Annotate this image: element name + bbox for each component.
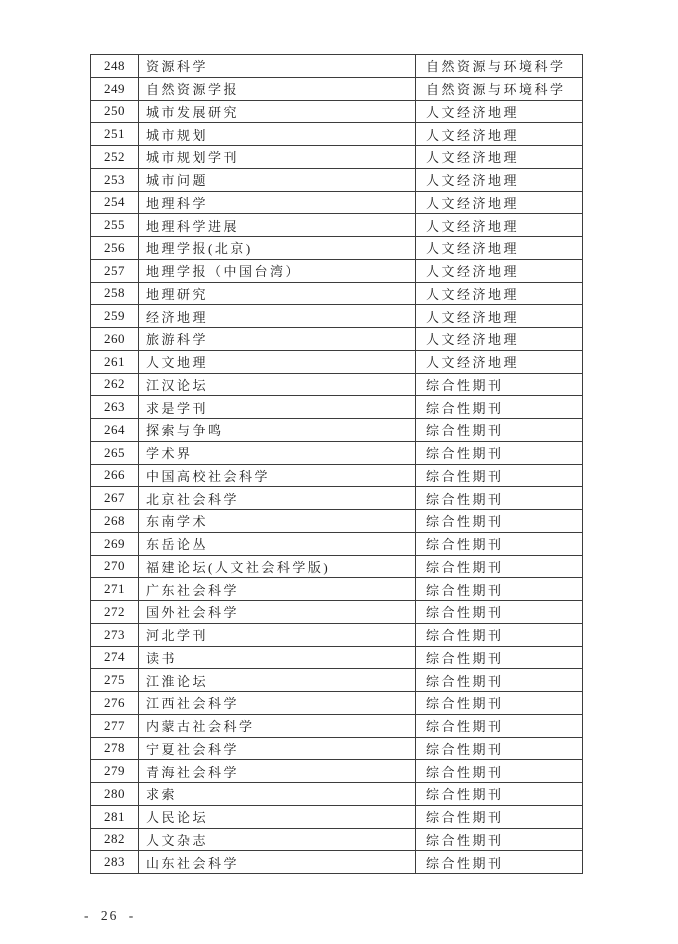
- table-row: [91, 760, 583, 783]
- row-number-cell: 253: [91, 168, 139, 191]
- journal-name-cell: 北京社会科学: [139, 487, 416, 510]
- journal-name-cell: 城市发展研究: [139, 100, 416, 123]
- category-cell: 综合性期刊: [416, 578, 583, 601]
- journal-name-cell: 河北学刊: [139, 623, 416, 646]
- journal-name-cell: 广东社会科学: [139, 578, 416, 601]
- row-number-cell: 282: [91, 828, 139, 851]
- row-number-cell: 276: [91, 692, 139, 715]
- table-row: [91, 578, 583, 601]
- category-cell: 综合性期刊: [416, 692, 583, 715]
- category-cell: 人文经济地理: [416, 168, 583, 191]
- journal-name-cell: 人文杂志: [139, 828, 416, 851]
- journal-name-cell: 内蒙古社会科学: [139, 714, 416, 737]
- row-number-cell: 275: [91, 669, 139, 692]
- table-row: [91, 214, 583, 237]
- row-number-cell: 266: [91, 464, 139, 487]
- category-cell: 综合性期刊: [416, 669, 583, 692]
- row-number-cell: 250: [91, 100, 139, 123]
- journal-name-cell: 地理学报(北京): [139, 237, 416, 260]
- category-cell: 综合性期刊: [416, 419, 583, 442]
- journal-name-cell: 江西社会科学: [139, 692, 416, 715]
- journal-name-cell: 探索与争鸣: [139, 419, 416, 442]
- table-row: [91, 737, 583, 760]
- table-row: [91, 259, 583, 282]
- journal-name-cell: 自然资源学报: [139, 77, 416, 100]
- category-cell: 人文经济地理: [416, 328, 583, 351]
- page-number: - 26 -: [84, 908, 136, 923]
- row-number-cell: 271: [91, 578, 139, 601]
- table-row: [91, 328, 583, 351]
- table-row: [91, 419, 583, 442]
- table-row: [91, 77, 583, 100]
- category-cell: 综合性期刊: [416, 396, 583, 419]
- journal-name-cell: 资源科学: [139, 55, 416, 78]
- category-cell: 人文经济地理: [416, 259, 583, 282]
- table-row: [91, 851, 583, 874]
- journal-name-cell: 求索: [139, 783, 416, 806]
- journal-name-cell: 旅游科学: [139, 328, 416, 351]
- journal-name-cell: 江汉论坛: [139, 373, 416, 396]
- row-number-cell: 251: [91, 123, 139, 146]
- category-cell: 人文经济地理: [416, 237, 583, 260]
- table-row: [91, 100, 583, 123]
- row-number-cell: 279: [91, 760, 139, 783]
- row-number-cell: 273: [91, 623, 139, 646]
- table-row: [91, 555, 583, 578]
- row-number-cell: 262: [91, 373, 139, 396]
- journal-name-cell: 人民论坛: [139, 805, 416, 828]
- category-cell: 综合性期刊: [416, 555, 583, 578]
- category-cell: 自然资源与环境科学: [416, 77, 583, 100]
- row-number-cell: 270: [91, 555, 139, 578]
- table-row: [91, 510, 583, 533]
- category-cell: 综合性期刊: [416, 510, 583, 533]
- journal-name-cell: 城市问题: [139, 168, 416, 191]
- row-number-cell: 264: [91, 419, 139, 442]
- category-cell: 综合性期刊: [416, 441, 583, 464]
- row-number-cell: 255: [91, 214, 139, 237]
- table-row: [91, 146, 583, 169]
- journal-name-cell: 江淮论坛: [139, 669, 416, 692]
- row-number-cell: 256: [91, 237, 139, 260]
- table-row: [91, 464, 583, 487]
- table-row: [91, 237, 583, 260]
- table-row: [91, 441, 583, 464]
- category-cell: 综合性期刊: [416, 714, 583, 737]
- journal-list-table: [90, 54, 583, 874]
- category-cell: 人文经济地理: [416, 100, 583, 123]
- category-cell: 人文经济地理: [416, 191, 583, 214]
- category-cell: 人文经济地理: [416, 305, 583, 328]
- journal-name-cell: 地理科学: [139, 191, 416, 214]
- row-number-cell: 248: [91, 55, 139, 78]
- row-number-cell: 259: [91, 305, 139, 328]
- category-cell: 综合性期刊: [416, 760, 583, 783]
- table-row: [91, 805, 583, 828]
- table-row: [91, 55, 583, 78]
- journal-name-cell: 城市规划学刊: [139, 146, 416, 169]
- row-number-cell: 268: [91, 510, 139, 533]
- journal-name-cell: 人文地理: [139, 350, 416, 373]
- row-number-cell: 274: [91, 646, 139, 669]
- table-row: [91, 396, 583, 419]
- table-row: [91, 623, 583, 646]
- category-cell: 综合性期刊: [416, 487, 583, 510]
- category-cell: 综合性期刊: [416, 851, 583, 874]
- row-number-cell: 261: [91, 350, 139, 373]
- table-row: [91, 532, 583, 555]
- row-number-cell: 254: [91, 191, 139, 214]
- table-row: [91, 282, 583, 305]
- category-cell: 人文经济地理: [416, 214, 583, 237]
- row-number-cell: 249: [91, 77, 139, 100]
- row-number-cell: 277: [91, 714, 139, 737]
- row-number-cell: 278: [91, 737, 139, 760]
- row-number-cell: 257: [91, 259, 139, 282]
- table-row: [91, 601, 583, 624]
- category-cell: 人文经济地理: [416, 123, 583, 146]
- table-row: [91, 714, 583, 737]
- row-number-cell: 267: [91, 487, 139, 510]
- journal-name-cell: 地理科学进展: [139, 214, 416, 237]
- table-row: [91, 305, 583, 328]
- row-number-cell: 258: [91, 282, 139, 305]
- journal-name-cell: 东岳论丛: [139, 532, 416, 555]
- table-row: [91, 692, 583, 715]
- category-cell: 综合性期刊: [416, 464, 583, 487]
- journal-name-cell: 中国高校社会科学: [139, 464, 416, 487]
- row-number-cell: 283: [91, 851, 139, 874]
- category-cell: 综合性期刊: [416, 805, 583, 828]
- table-row: [91, 487, 583, 510]
- journal-name-cell: 山东社会科学: [139, 851, 416, 874]
- category-cell: 综合性期刊: [416, 532, 583, 555]
- table-row: [91, 828, 583, 851]
- row-number-cell: 269: [91, 532, 139, 555]
- category-cell: 综合性期刊: [416, 646, 583, 669]
- journal-name-cell: 城市规划: [139, 123, 416, 146]
- row-number-cell: 281: [91, 805, 139, 828]
- journal-name-cell: 东南学术: [139, 510, 416, 533]
- category-cell: 人文经济地理: [416, 282, 583, 305]
- table-row: [91, 373, 583, 396]
- table-row: [91, 168, 583, 191]
- journal-name-cell: 地理学报（中国台湾）: [139, 259, 416, 282]
- category-cell: 人文经济地理: [416, 350, 583, 373]
- category-cell: 综合性期刊: [416, 373, 583, 396]
- journal-name-cell: 宁夏社会科学: [139, 737, 416, 760]
- journal-name-cell: 求是学刊: [139, 396, 416, 419]
- row-number-cell: 280: [91, 783, 139, 806]
- table-row: [91, 646, 583, 669]
- category-cell: 综合性期刊: [416, 783, 583, 806]
- category-cell: 综合性期刊: [416, 828, 583, 851]
- journal-name-cell: 经济地理: [139, 305, 416, 328]
- table-row: [91, 350, 583, 373]
- category-cell: 综合性期刊: [416, 623, 583, 646]
- row-number-cell: 252: [91, 146, 139, 169]
- category-cell: 综合性期刊: [416, 601, 583, 624]
- journal-name-cell: 读书: [139, 646, 416, 669]
- journal-name-cell: 学术界: [139, 441, 416, 464]
- row-number-cell: 265: [91, 441, 139, 464]
- row-number-cell: 260: [91, 328, 139, 351]
- category-cell: 综合性期刊: [416, 737, 583, 760]
- journal-name-cell: 青海社会科学: [139, 760, 416, 783]
- journal-name-cell: 国外社会科学: [139, 601, 416, 624]
- journal-name-cell: 福建论坛(人文社会科学版): [139, 555, 416, 578]
- table-row: [91, 191, 583, 214]
- row-number-cell: 272: [91, 601, 139, 624]
- row-number-cell: 263: [91, 396, 139, 419]
- journal-table-body: [91, 55, 583, 874]
- category-cell: 人文经济地理: [416, 146, 583, 169]
- journal-name-cell: 地理研究: [139, 282, 416, 305]
- table-row: [91, 783, 583, 806]
- category-cell: 自然资源与环境科学: [416, 55, 583, 78]
- table-row: [91, 123, 583, 146]
- table-row: [91, 669, 583, 692]
